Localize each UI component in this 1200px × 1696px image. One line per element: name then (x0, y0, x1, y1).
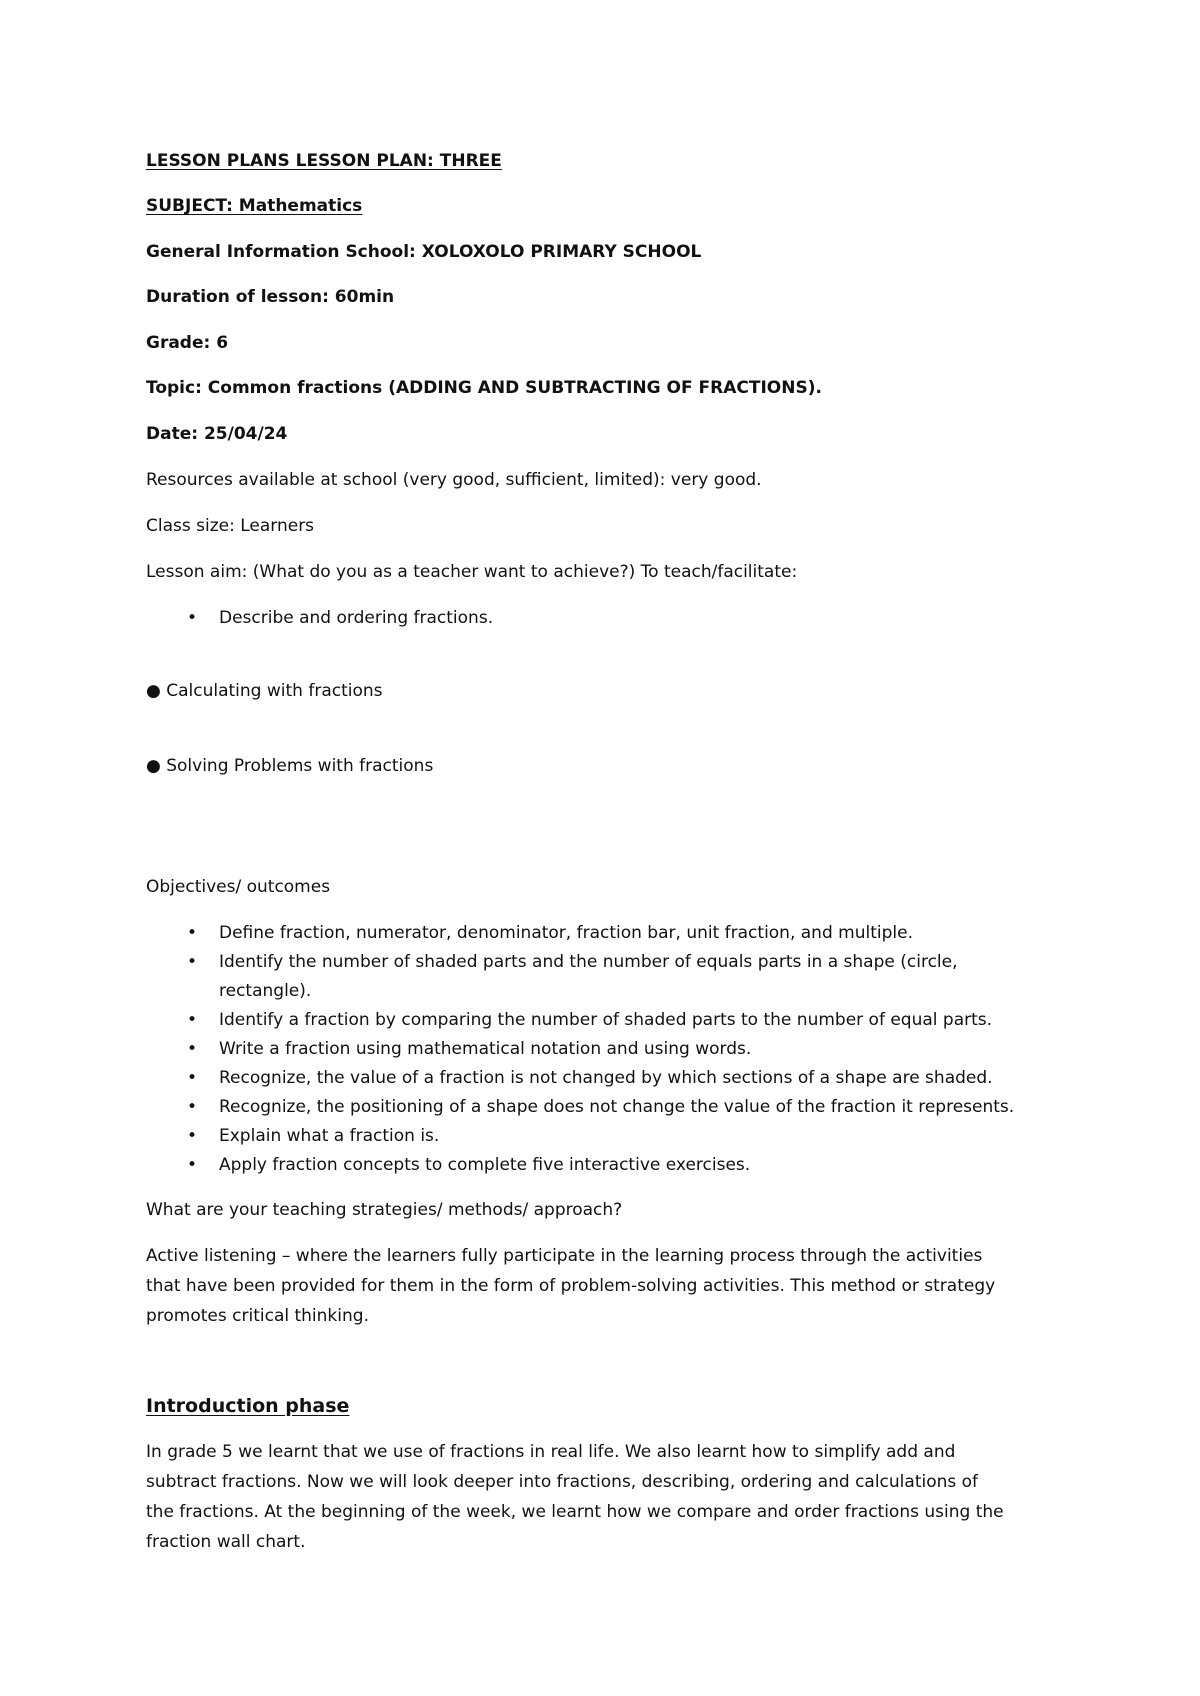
strategies-answer-line: promotes critical thinking. (146, 1306, 369, 1326)
introduction-line: fraction wall chart. (146, 1532, 306, 1552)
objective-item-text: Recognize, the value of a fraction is not changed by which sections of a shape are shaded. (219, 1068, 993, 1088)
bullet-icon: • (186, 608, 198, 628)
objective-item-text: Define fraction, numerator, denominator, fraction bar, unit fraction, and multiple. (219, 923, 913, 943)
objective-item-text: Recognize, the positioning of a shape does not change the value of the fraction it represents. (219, 1097, 1015, 1117)
introduction-heading: Introduction phase (146, 1395, 350, 1417)
class-size-line: Class size: Learners (146, 516, 315, 536)
bullet-icon: • (186, 923, 198, 943)
duration-line: Duration of lesson: 60min (146, 287, 395, 307)
date-line: Date: 25/04/24 (146, 424, 288, 444)
general-info-line: General Information School: XOLOXOLO PRIMARY SCHOOL (146, 242, 702, 262)
objective-item-text: Identify a fraction by comparing the number of shaded parts to the number of equal parts. (219, 1010, 993, 1030)
objective-item-text: rectangle). (219, 981, 312, 1001)
lesson-aim-line: Lesson aim: (What do you as a teacher want to achieve?) To teach/facilitate: (146, 562, 798, 582)
bullet-icon: • (186, 1039, 198, 1059)
objective-item-text: Write a fraction using mathematical notation and using words. (219, 1039, 752, 1059)
introduction-line: In grade 5 we learnt that we use of fractions in real life. We also learnt how to simplify add and (146, 1442, 956, 1462)
strategies-answer-line: that have been provided for them in the form of problem-solving activities. This method or strategy (146, 1276, 996, 1296)
aim-item-calculating: ● Calculating with fractions (146, 681, 383, 701)
topic-line: Topic: Common fractions (ADDING AND SUBTRACTING OF FRACTIONS). (146, 378, 822, 398)
lesson-plan-title: LESSON PLANS LESSON PLAN: THREE (146, 151, 502, 171)
subject-line: SUBJECT: Mathematics (146, 196, 363, 216)
strategies-answer-line: Active listening – where the learners fully participate in the learning process through the activities (146, 1246, 983, 1266)
aim-item-solving: ● Solving Problems with fractions (146, 756, 434, 776)
bullet-icon: • (186, 1068, 198, 1088)
strategies-question: What are your teaching strategies/ methods/ approach? (146, 1200, 623, 1220)
bullet-icon: • (186, 1097, 198, 1117)
introduction-line: the fractions. At the beginning of the week, we learnt how we compare and order fractions using the (146, 1502, 1004, 1522)
bullet-icon: • (186, 1155, 198, 1175)
objective-item-text: Explain what a fraction is. (219, 1126, 440, 1146)
grade-line: Grade: 6 (146, 333, 229, 353)
resources-line: Resources available at school (very good, sufficient, limited): very good. (146, 470, 762, 490)
bullet-icon: • (186, 952, 198, 972)
objectives-heading: Objectives/ outcomes (146, 877, 331, 897)
bullet-icon: • (186, 1010, 198, 1030)
objective-item-text: Apply fraction concepts to complete five interactive exercises. (219, 1155, 751, 1175)
objective-item-text: Identify the number of shaded parts and the number of equals parts in a shape (circle, (219, 952, 958, 972)
aim-item-text: Describe and ordering fractions. (219, 608, 494, 628)
introduction-line: subtract fractions. Now we will look deeper into fractions, describing, ordering and calculations of (146, 1472, 979, 1492)
bullet-icon: • (186, 1126, 198, 1146)
